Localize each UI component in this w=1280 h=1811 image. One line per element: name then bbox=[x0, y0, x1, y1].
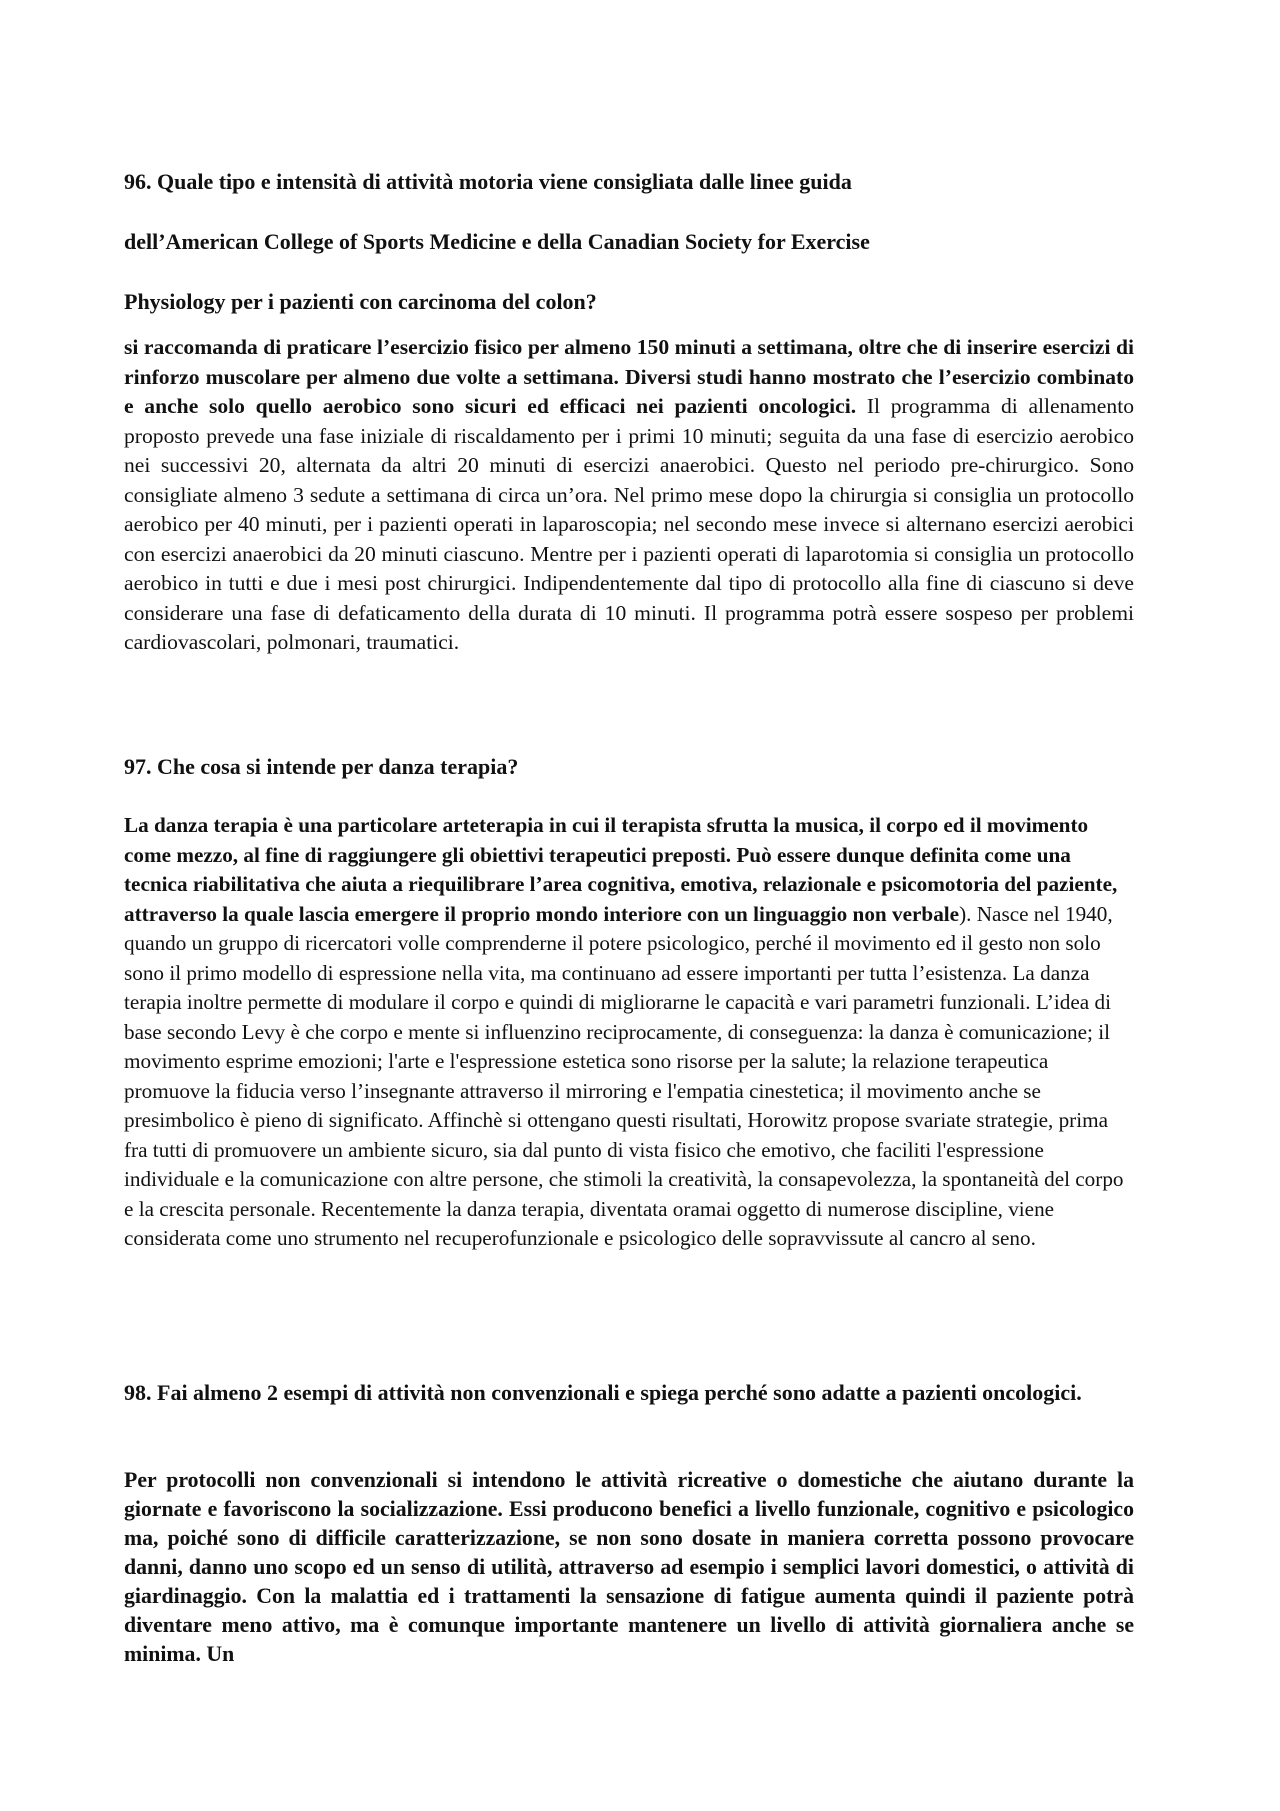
question-96-heading bbox=[124, 152, 1134, 332]
question-97-heading: 97. Che cosa si intende per danza terapia? bbox=[124, 754, 519, 779]
question-96-line-3: Physiology per i pazienti con carcinoma del colon? bbox=[124, 289, 597, 314]
question-96-line-1: 96. Quale tipo e intensità di attività motoria viene consigliata dalle linee guida bbox=[124, 169, 852, 194]
answer-97-bold: La danza terapia è una particolare arteterapia in cui il terapista sfrutta la musica, il corpo ed il movimento come mezzo, al fine di raggiungere gli obiettivi terapeutici preposti. Può essere dunque definita come una tecnica riabilitativa che aiuta a riequilibrare l’area cognitiva, emotiva, relazionale e psicomotoria del paziente, attraverso la quale lascia emergere il proprio mondo interiore con un linguaggio non verbale bbox=[124, 813, 1118, 926]
question-98-heading: 98. Fai almeno 2 esempi di attività non convenzionali e spiega perché sono adatte a pazienti oncologici. bbox=[124, 1380, 1082, 1405]
answer-96 bbox=[124, 333, 1134, 658]
answer-98: Per protocolli non convenzionali si intendono le attività ricreative o domestiche che aiutano durante la giornate e favoriscono la socializzazione. Essi producono benefici a livello funzionale, cognitivo e psicologico ma, poiché sono di difficile caratterizzazione, se non sono dosate in maniera corretta possono provocare danni, danno uno scopo ed un senso di utilità, attraverso ad esempio i semplici lavori domestici, o attività di giardinaggio. Con la malattia ed i trattamenti la sensazione di fatigue aumenta quindi il paziente potrà diventare meno attivo, ma è comunque importante mantenere un livello di attività giornaliera anche se minima. Un bbox=[124, 1468, 1134, 1666]
answer-97-normal: ). Nasce nel 1940, quando un gruppo di ricercatori volle comprenderne il potere psicologico, perché il movimento ed il gesto non solo sono il primo modello di espressione nella vita, ma continuano ad essere importanti per tutta l’esistenza. La danza terapia inoltre permette di modulare il corpo e quindi di migliorarne le capacità e vari parametri funzionali. L’idea di base secondo Levy è che corpo e mente si influenzino reciprocamente, di conseguenza: la danza è comunicazione; il movimento esprime emozioni; l'arte e l'espressione estetica sono risorse per la salute; la relazione terapeutica promuove la fiducia verso l’insegnante attraverso il mirroring e l'empatia cinestetica; il movimento anche se presimbolico è pieno di significato. Affinchè si ottengano questi risultati, Horowitz propose svariate strategie, prima fra tutti di promuovere un ambiente sicuro, sia dal punto di vista fisico che emotivo, che faciliti l'espressione individuale e la comunicazione con altre persone, che stimoli la creatività, la consapevolezza, la spontaneità del corpo e la crescita personale. Recentemente la danza terapia, diventata oramai oggetto di numerose discipline, viene considerata come uno strumento nel recuperofunzionale e psicologico delle sopravvissute al cancro al seno. bbox=[124, 901, 1124, 1250]
question-96-line-2: dell’American College of Sports Medicine e della Canadian Society for Exercise bbox=[124, 229, 870, 254]
answer-97 bbox=[124, 811, 1134, 1254]
answer-96-normal: Il programma di allenamento proposto prevede una fase iniziale di riscaldamento per i primi 10 minuti; seguita da una fase di esercizio aerobico nei successivi 20, alternata da altri 20 minuti di esercizi anaerobici. Questo nel periodo pre-chirurgico. Sono consigliate almeno 3 sedute a settimana di circa un’ora. Nel primo mese dopo la chirurgia si consiglia un protocollo aerobico per 40 minuti, per i pazienti operati in laparoscopia; nel secondo mese invece si alternano esercizi aerobici con esercizi anaerobici da 20 minuti ciascuno. Mentre per i pazienti operati di laparotomia si consiglia un protocollo aerobico in tutti e due i mesi post chirurgici. Indipendentemente dal tipo di protocollo alla fine di ciascuno si deve considerare una fase di defaticamento della durata di 10 minuti. Il programma potrà essere sospeso per problemi cardiovascolari, polmonari, traumatici. bbox=[124, 394, 1134, 654]
answer-96-bold: si raccomanda di praticare l’esercizio fisico per almeno 150 minuti a settimana, oltre che di inserire esercizi di rinforzo muscolare per almeno due volte a settimana. Diversi studi hanno mostrato che l’esercizio combinato e anche solo quello aerobico sono sicuri ed efficaci nei pazienti oncologici. bbox=[124, 335, 1134, 418]
